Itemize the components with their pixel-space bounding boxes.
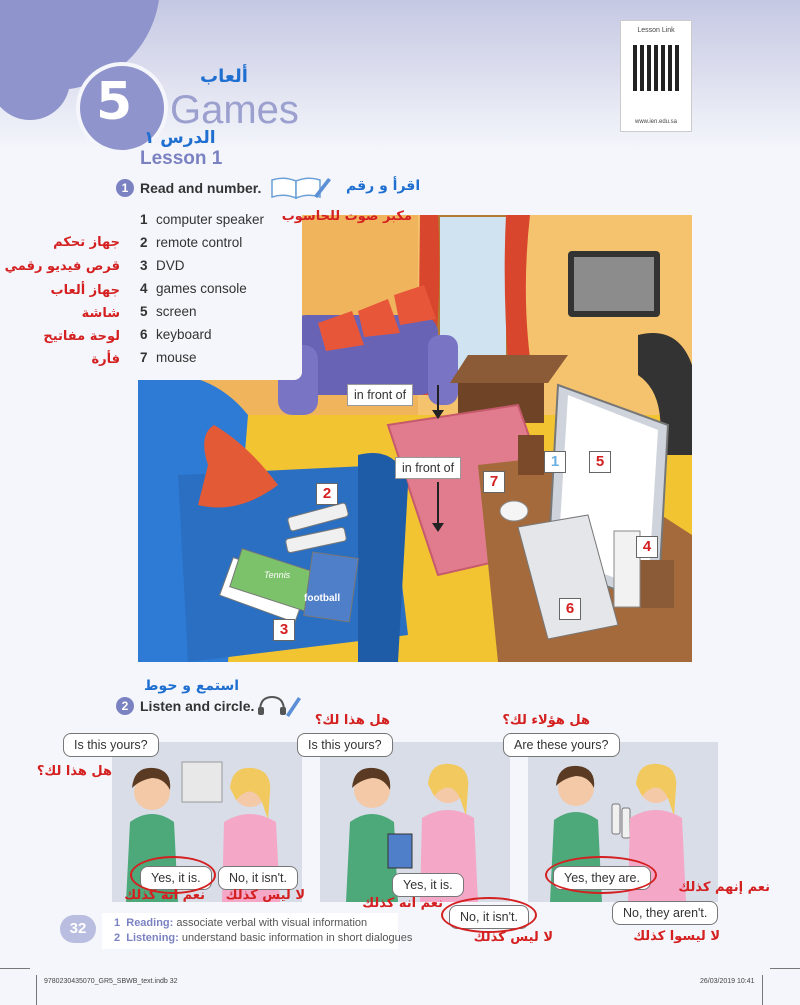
question-arabic: هل هذا لك؟: [36, 764, 112, 779]
section2-title: Listen and circle.: [140, 698, 255, 714]
down-arrow-icon: [437, 385, 439, 411]
in-front-of-label: in front of: [395, 457, 461, 479]
answer-yes-bubble[interactable]: Yes, it is.: [140, 866, 212, 890]
crop-mark: [762, 975, 763, 1005]
answer-circle: [441, 897, 537, 933]
football-label: football: [304, 593, 341, 604]
unit-number: 5: [96, 72, 133, 132]
answer-yes-bubble[interactable]: Yes, they are.: [553, 866, 651, 890]
question-bubble: Is this yours?: [297, 733, 393, 757]
headphones-pencil-icon: [256, 693, 302, 717]
tennis-label: Tennis: [264, 570, 291, 580]
question-bubble: Are these yours?: [503, 733, 620, 757]
in-front-of-label: in front of: [347, 384, 413, 406]
answer-circle: [545, 856, 657, 894]
question-arabic: هل هذا لك؟: [314, 713, 390, 728]
section2-badge: 2: [116, 697, 134, 715]
unit-title-arabic: ألعاب: [200, 66, 248, 87]
item3-arabic: قرص فيديو رقمي: [4, 259, 120, 274]
answer-box-7[interactable]: 7: [483, 471, 505, 493]
file-info: 9780230435070_GR5_SBWB_text.indb 32: [44, 978, 178, 985]
list-item: 2 remote control: [140, 235, 243, 250]
section1-title-arabic: اقرأ و رقم: [346, 178, 421, 194]
answer-yes-bubble[interactable]: Yes, it is.: [392, 873, 464, 897]
qr-code-card[interactable]: [620, 20, 692, 132]
answer-box-1[interactable]: 1: [544, 451, 566, 473]
question-arabic: هل هؤلاء لك؟: [502, 713, 590, 728]
answer-box-5[interactable]: 5: [589, 451, 611, 473]
list-item: 5 screen: [140, 304, 197, 319]
answer-box-4[interactable]: 4: [636, 536, 658, 558]
answer-box-3[interactable]: 3: [273, 619, 295, 641]
list-item: 1 computer speaker: [140, 212, 265, 227]
section2-title-arabic: استمع و حوط: [144, 678, 240, 694]
book-pencil-icon: [270, 174, 332, 200]
qr-code-icon: [633, 45, 679, 91]
item4-arabic: جهاز ألعاب: [50, 283, 120, 298]
item2-arabic: جهاز تحكم: [53, 235, 120, 250]
crop-mark: [0, 968, 30, 969]
item6-arabic: لوحة مفاتيح: [43, 329, 120, 344]
answer-box-2[interactable]: 2: [316, 483, 338, 505]
qr-label: Lesson Link: [637, 27, 675, 34]
answer-no-arabic: لا ليس كذلك: [225, 888, 305, 903]
list-item: 7 mouse: [140, 350, 197, 365]
item7-arabic: فأرة: [91, 352, 120, 367]
item5-arabic: شاشة: [81, 306, 120, 321]
list-item: 3 DVD: [140, 258, 185, 273]
section1-title: Read and number.: [140, 180, 262, 196]
list-item: 6 keyboard: [140, 327, 212, 342]
crop-mark: [770, 968, 800, 969]
answer-yes-arabic: نعم إنهم كذلك: [678, 880, 770, 895]
objective-item: 1 Reading: associate verbal with visual information: [114, 917, 368, 929]
down-arrow-icon: [437, 482, 439, 524]
answer-no-bubble[interactable]: No, they aren't.: [612, 901, 718, 925]
question-bubble: Is this yours?: [63, 733, 159, 757]
answer-no-arabic: لا ليس كذلك: [473, 930, 553, 945]
qr-url: www.ien.edu.sa: [634, 119, 678, 125]
unit-title: Games: [170, 88, 299, 132]
item1-arabic: مكبر صوت للحاسوب: [281, 209, 412, 224]
objective-item: 2 Listening: understand basic information in short dialogues: [114, 932, 413, 944]
answer-no-arabic: لا ليسوا كذلك: [633, 929, 720, 944]
learning-objectives: [102, 913, 413, 949]
answer-box-6[interactable]: 6: [559, 598, 581, 620]
answer-no-bubble[interactable]: No, it isn't.: [449, 905, 529, 929]
lesson-title: Lesson 1: [140, 148, 223, 169]
vocabulary-list: [110, 208, 302, 380]
list-item: 4 games console: [140, 281, 247, 296]
answer-no-bubble[interactable]: No, it isn't.: [218, 866, 298, 890]
lesson-arabic: الدرس ١: [144, 128, 216, 148]
answer-yes-arabic: نعم انه كذلك: [362, 896, 443, 911]
page-number: 32: [60, 915, 96, 943]
answer-yes-arabic: نعم انه كذلك: [124, 888, 205, 903]
section1-badge: 1: [116, 179, 134, 197]
print-timestamp: 26/03/2019 10:41: [700, 978, 755, 985]
crop-mark: [36, 975, 37, 1005]
